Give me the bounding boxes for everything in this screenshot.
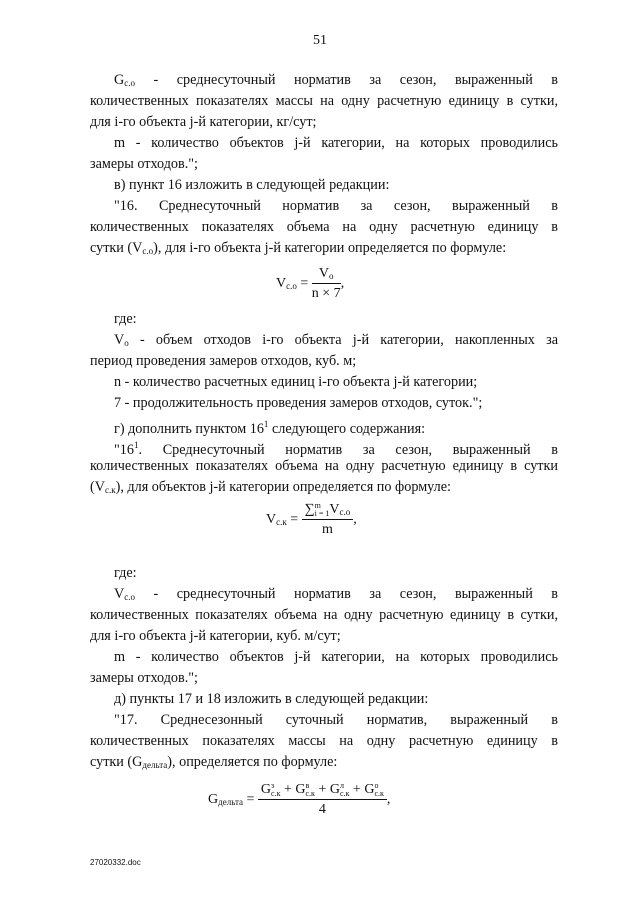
paragraph-line: сутки $(V_{с.о})$, для i-го объекта j-й категории определяется по формуле:	[90, 240, 507, 256]
paragraph-item-v: в) пункт 16 изложить в следующей редакции:	[114, 177, 390, 193]
paragraph-where: где:	[114, 565, 137, 581]
paragraph-7-definition: 7 - продолжительность проведения замеров отходов, суток.";	[114, 395, 483, 411]
paragraph-line: количественных показателях объема на одну расчетную единицу в сутки	[90, 458, 558, 474]
formula-vco: $V_{с.о}$ = $\frac{V_о}{n \times 7}$ ,	[276, 266, 345, 301]
paragraph-line: период проведения замеров отходов, куб. м;	[90, 353, 357, 369]
paragraph-line: $(V_{с.к})$, для объектов j-й категории определяется по формуле:	[90, 479, 451, 495]
paragraph-line: количественных показателях объема на одну расчетную единицу в	[90, 219, 558, 235]
paragraph-m-definition: m - количество объектов j-й категории, на которых проводились	[114, 649, 558, 665]
paragraph-gco-definition: $G_{с.о}$ - среднесуточный норматив за сезон, выраженный в	[114, 72, 558, 88]
footer-filename: 27020332.doc	[90, 858, 141, 867]
paragraph-line: количественных показателях массы на одну расчетную единицу в сутки,	[90, 93, 558, 109]
paragraph-item-16: "16. Среднесуточный норматив за сезон, выраженный в	[114, 198, 558, 214]
paragraph-m-definition: m - количество объектов j-й категории, на которых проводились	[114, 135, 558, 151]
paragraph-item-d: д) пункты 17 и 18 изложить в следующей редакции:	[114, 691, 429, 707]
paragraph-item-16-1: "$16^1$. Среднесуточный норматив за сезон, выраженный в	[114, 440, 558, 458]
paragraph-line: для i-го объекта j-й категории, куб. м/сут;	[90, 628, 341, 644]
paragraph-line: замеры отходов.";	[90, 156, 198, 172]
formula-vck: $V_{с.к}$ = ∑m $i = 1V_{с.о}$ m ,	[266, 501, 357, 538]
sum-symbol: ∑	[304, 502, 315, 518]
page-number: 51	[313, 33, 327, 48]
paragraph-line: количественных показателях массы на одну расчетную единицу в	[90, 733, 558, 749]
paragraph-vo-definition: $V_о$ - объем отходов i-го объекта j-й категории, накопленных за	[114, 332, 558, 348]
paragraph-line: замеры отходов.";	[90, 670, 198, 686]
paragraph-vco-definition: $V_{с.о}$ - среднесуточный норматив за сезон, выраженный в	[114, 586, 558, 602]
paragraph-line: для i-го объекта j-й категории, кг/сут;	[90, 114, 317, 130]
paragraph-where: где:	[114, 311, 137, 327]
paragraph-n-definition: n - количество расчетных единиц i-го объекта j-й категории;	[114, 374, 478, 390]
paragraph-item-17: "17. Среднесезонный суточный норматив, выраженный в	[114, 712, 558, 728]
formula-g-delta: $G_{дельта}$ = Gз с.к + Gв с.к + Gл с.к + Gо с.к 4 ,	[208, 781, 391, 818]
paragraph-line: количественных показателях объема на одну расчетную единицу в сутки,	[90, 607, 558, 623]
paragraph-line: сутки $(G_{дельта})$, определяется по формуле:	[90, 754, 338, 770]
paragraph-item-g: г) дополнить пунктом $16^1$ следующего содержания:	[114, 419, 426, 437]
